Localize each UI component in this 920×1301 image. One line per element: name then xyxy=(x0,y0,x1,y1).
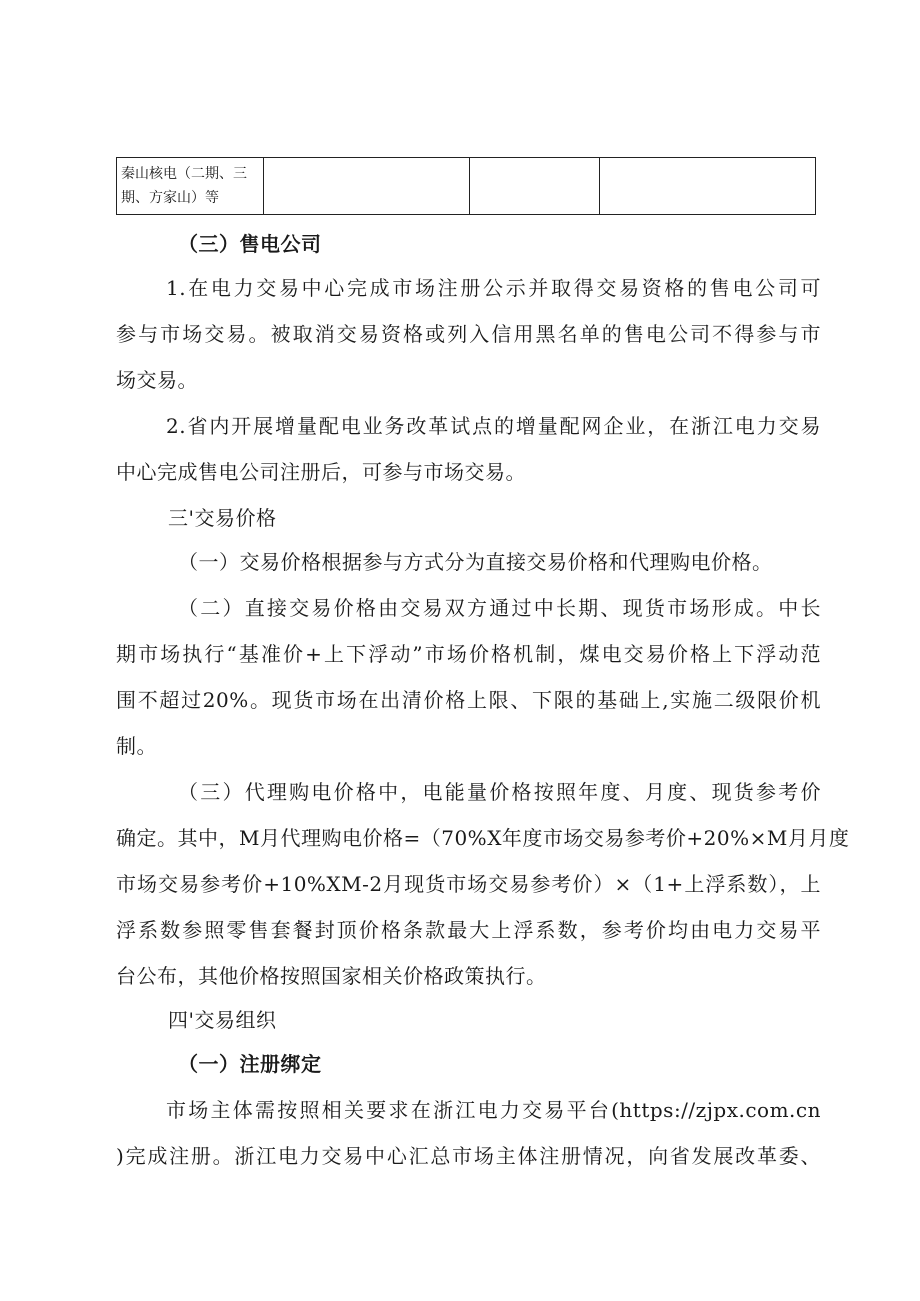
table-row xyxy=(117,158,816,215)
section-heading: 三'交易价格 xyxy=(168,506,277,530)
retail-company-heading: （三）售电公司 xyxy=(178,232,322,256)
paragraph-line: 参与市场交易。被取消交易资格或列入信用黑名单的售电公司不得参与市 xyxy=(116,322,821,346)
paragraph-line: 台公布，其他价格按照国家相关价格政策执行。 xyxy=(116,964,547,988)
table-cell xyxy=(470,158,600,215)
paragraph-line: 2.省内开展增量配电业务改革试点的增量配网企业，在浙江电力交易 xyxy=(166,414,821,438)
paragraph-line: 市场交易参考价+10%XM-2月现货市场交易参考价）×（1+上浮系数），上 xyxy=(116,872,821,896)
paragraph-line: 围不超过20%。现货市场在出清价格上限、下限的基础上,实施二级限价机 xyxy=(116,688,821,712)
paragraph-line: 确定。其中，M月代理购电价格=（70%X年度市场交易参考价+20%×M月月度 xyxy=(116,826,850,850)
paragraph-line: 期市场执行“基准价+上下浮动”市场价格机制，煤电交易价格上下浮动范 xyxy=(116,642,821,666)
paragraph-line: 中心完成售电公司注册后，可参与市场交易。 xyxy=(116,460,526,484)
participant-table xyxy=(116,157,816,215)
paragraph-line: （二）直接交易价格由交易双方通过中长期、现货市场形成。中长 xyxy=(178,596,821,620)
paragraph-line: （一）交易价格根据参与方式分为直接交易价格和代理购电价格。 xyxy=(178,550,773,574)
paragraph-line: )完成注册。浙江电力交易中心汇总市场主体注册情况，向省发展改革委、 xyxy=(116,1144,821,1168)
paragraph-line: 制。 xyxy=(116,734,157,758)
registration-heading: （一）注册绑定 xyxy=(178,1052,322,1076)
section-heading: 四'交易组织 xyxy=(168,1008,277,1032)
paragraph-line: 市场主体需按照相关要求在浙江电力交易平台(https://zjpx.com.cn xyxy=(166,1098,821,1122)
table-cell: 秦山核电（二期、三期、方家山）等 xyxy=(117,158,264,215)
paragraph-line: 1.在电力交易中心完成市场注册公示并取得交易资格的售电公司可 xyxy=(166,276,821,300)
table-cell xyxy=(264,158,470,215)
paragraph-line: 场交易。 xyxy=(116,368,198,392)
table-cell xyxy=(600,158,816,215)
paragraph-line: （三）代理购电价格中，电能量价格按照年度、月度、现货参考价 xyxy=(178,780,821,804)
paragraph-line: 浮系数参照零售套餐封顶价格条款最大上浮系数，参考价均由电力交易平 xyxy=(116,918,821,942)
